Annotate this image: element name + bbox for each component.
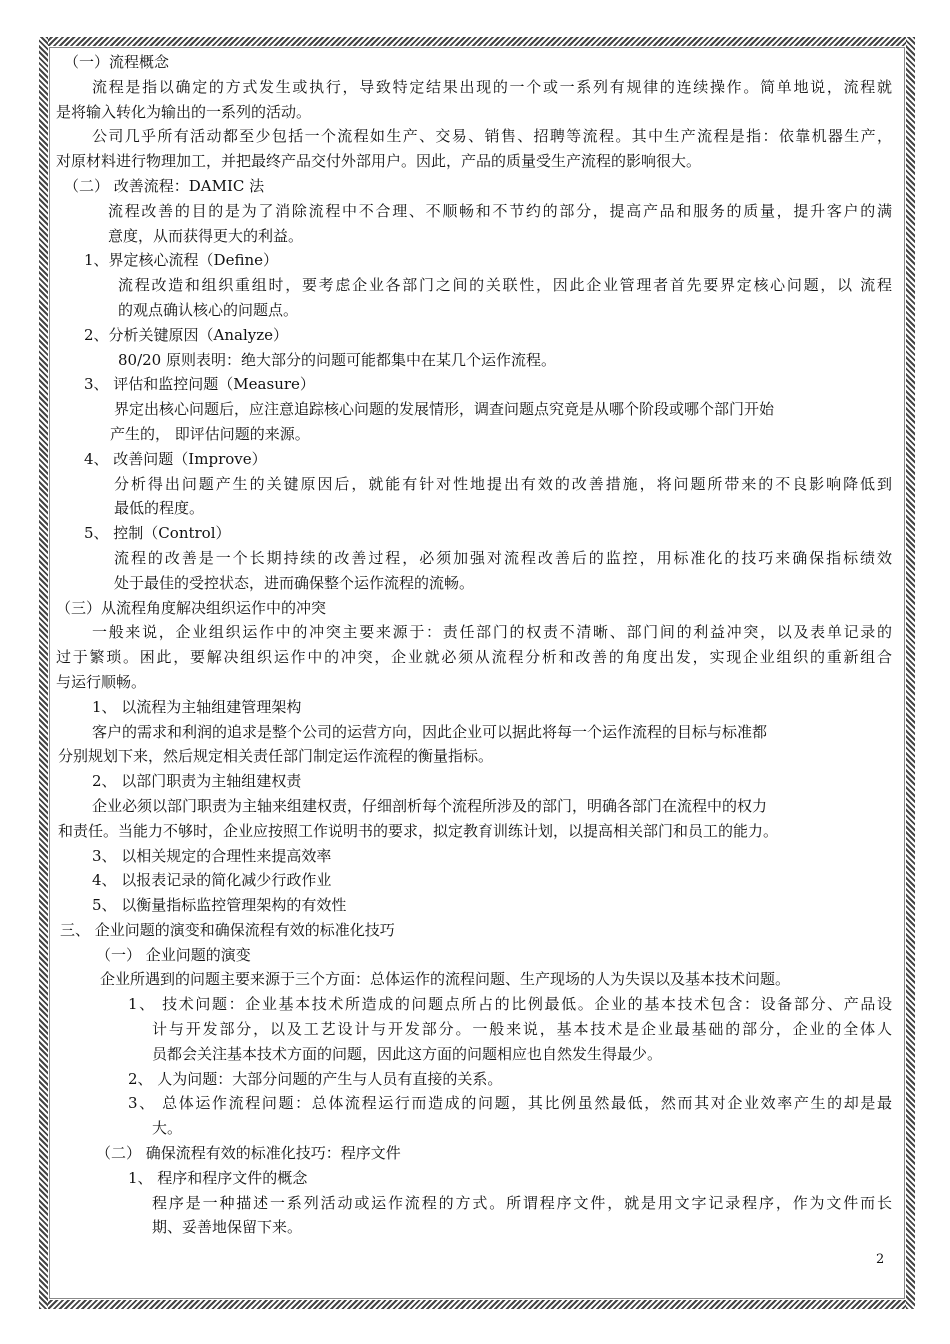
text-line: 流程是指以确定的方式发生或执行，导致特定结果出现的一个或一系列有规律的连续操作。简单地说，流程就 bbox=[92, 77, 892, 96]
text-line: 处于最佳的受控状态，进而确保整个运作流程的流畅。 bbox=[114, 573, 475, 592]
text-line: 3、 以相关规定的合理性来提高效率 bbox=[92, 846, 332, 865]
text-line: 对原材料进行物理加工，并把最终产品交付外部用户。因此，产品的质量受生产流程的影响很大。 bbox=[56, 152, 702, 171]
text-line: （二） 改善流程：DAMIC 法 bbox=[64, 176, 265, 195]
border-top bbox=[39, 37, 915, 46]
text-line: 与运行顺畅。 bbox=[56, 672, 147, 691]
text-line: 界定出核心问题后，应注意追踪核心问题的发展情形，调查问题点究竟是从哪个阶段或哪个部门开始 bbox=[114, 400, 775, 419]
text-line: 1、 以流程为主轴组建管理架构 bbox=[92, 697, 302, 716]
text-line: 过于繁琐。困此，要解决组织运作中的冲突，企业就必须从流程分析和改善的角度出发，实现企业组织的重新组合 bbox=[56, 648, 892, 667]
text-line: 2、 人为问题：大部分问题的产生与人员有直接的关系。 bbox=[128, 1069, 503, 1088]
text-line: （二） 确保流程有效的标准化技巧：程序文件 bbox=[96, 1144, 401, 1163]
text-line: 5、 控制（Control） bbox=[84, 524, 231, 543]
text-line: 3、 总体运作流程问题：总体流程运行而造成的问题，其比例虽然最低，然而其对企业效率产生的却是最 bbox=[128, 1094, 892, 1113]
text-line: 和责任。当能力不够时，企业应按照工作说明书的要求，拟定教育训练计划，以提高相关部门和员工的能力。 bbox=[58, 821, 779, 840]
text-line: 流程改善的目的是为了消除流程中不合理、不顺畅和不节约的部分，提高产品和服务的质量，提升客户的满 bbox=[108, 201, 892, 220]
text-line: 2、分析关键原因（Analyze） bbox=[84, 325, 289, 344]
text-line: 企业所遇到的问题主要来源于三个方面：总体运作的流程问题、生产现场的人为失误以及基本技术问题。 bbox=[100, 970, 791, 989]
text-line: 产生的， 即评估问题的来源。 bbox=[110, 424, 310, 443]
text-line: 期、妥善地保留下来。 bbox=[152, 1218, 303, 1237]
text-line: （三）从流程角度解决组织运作中的冲突 bbox=[56, 598, 327, 617]
text-line: 意度，从而获得更大的利益。 bbox=[108, 226, 304, 245]
text-line: 的观点确认核心的问题点。 bbox=[118, 300, 299, 319]
text-line: 2、 以部门职责为主轴组建权责 bbox=[92, 772, 302, 791]
text-line: （一）流程概念 bbox=[64, 53, 170, 71]
text-line: 企业必须以部门职责为主轴来组建权责，仔细剖析每个流程所涉及的部门，明确各部门在流程中的权力 bbox=[92, 796, 768, 815]
border-right bbox=[906, 37, 915, 1309]
text-line: 公司几乎所有活动都至少包括一个流程如生产、交易、销售、招聘等流程。其中生产流程是指：依靠机器生产， bbox=[92, 127, 892, 146]
text-line: 一般来说，企业组织运作中的冲突主要来源于：责任部门的权责不清晰、部门间的利益冲突，以及表单记录的 bbox=[92, 623, 892, 642]
border-left bbox=[39, 37, 48, 1309]
document-body bbox=[56, 50, 892, 1240]
text-line: （一） 企业问题的演变 bbox=[96, 945, 251, 964]
text-line: 1、界定核心流程（Define） bbox=[84, 251, 278, 270]
text-line: 计与开发部分，以及工艺设计与开发部分。一般来说，基本技术是企业最基础的部分，企业的全体人 bbox=[152, 1020, 892, 1039]
text-line: 80/20 原则表明：绝大部分的问题可能都集中在某几个运作流程。 bbox=[118, 350, 556, 369]
text-line: 流程的改善是一个长期持续的改善过程，必须加强对流程改善后的监控，用标准化的技巧来确保指标绩效 bbox=[114, 548, 892, 567]
text-line: 流程改造和组织重组时，要考虑企业各部门之间的关联性，因此企业管理者首先要界定核心问题，以 流程 bbox=[118, 276, 892, 295]
text-line: 员都会关注基本技术方面的问题，因此这方面的问题相应也自然发生得最少。 bbox=[152, 1044, 663, 1063]
text-line: 程序是一种描述一系列活动或运作流程的方式。所谓程序文件，就是用文字记录程序，作为文件而长 bbox=[152, 1193, 892, 1212]
text-line: 1、 技术问题：企业基本技术所造成的问题点所占的比例最低。企业的基本技术包含：设备部分、产品设 bbox=[128, 995, 892, 1014]
text-line: 3、 评估和监控问题（Measure） bbox=[84, 375, 315, 394]
text-line: 分析得出问题产生的关键原因后，就能有针对性地提出有效的改善措施，将问题所带来的不良影响降低到 bbox=[114, 474, 892, 493]
border-bottom bbox=[39, 1300, 915, 1309]
text-line: 4、 改善问题（Improve） bbox=[84, 449, 267, 468]
text-line: 5、 以衡量指标监控管理架构的有效性 bbox=[92, 896, 347, 915]
text-line: 大。 bbox=[152, 1119, 183, 1138]
text-line: 客户的需求和利润的追求是整个公司的运营方向，因此企业可以据此将每一个运作流程的目标与标准都 bbox=[92, 722, 768, 741]
text-line: 1、 程序和程序文件的概念 bbox=[128, 1168, 308, 1187]
text-line: 分别规划下来，然后规定相关责任部门制定运作流程的衡量指标。 bbox=[58, 747, 494, 766]
text-line: 三、 企业问题的演变和确保流程有效的标准化技巧 bbox=[60, 920, 395, 939]
text-line: 最低的程度。 bbox=[114, 499, 205, 518]
text-line: 是将输入转化为输出的一系列的活动。 bbox=[56, 102, 312, 121]
page-number: 2 bbox=[876, 1252, 885, 1267]
text-line: 4、 以报表记录的简化减少行政作业 bbox=[92, 871, 332, 890]
